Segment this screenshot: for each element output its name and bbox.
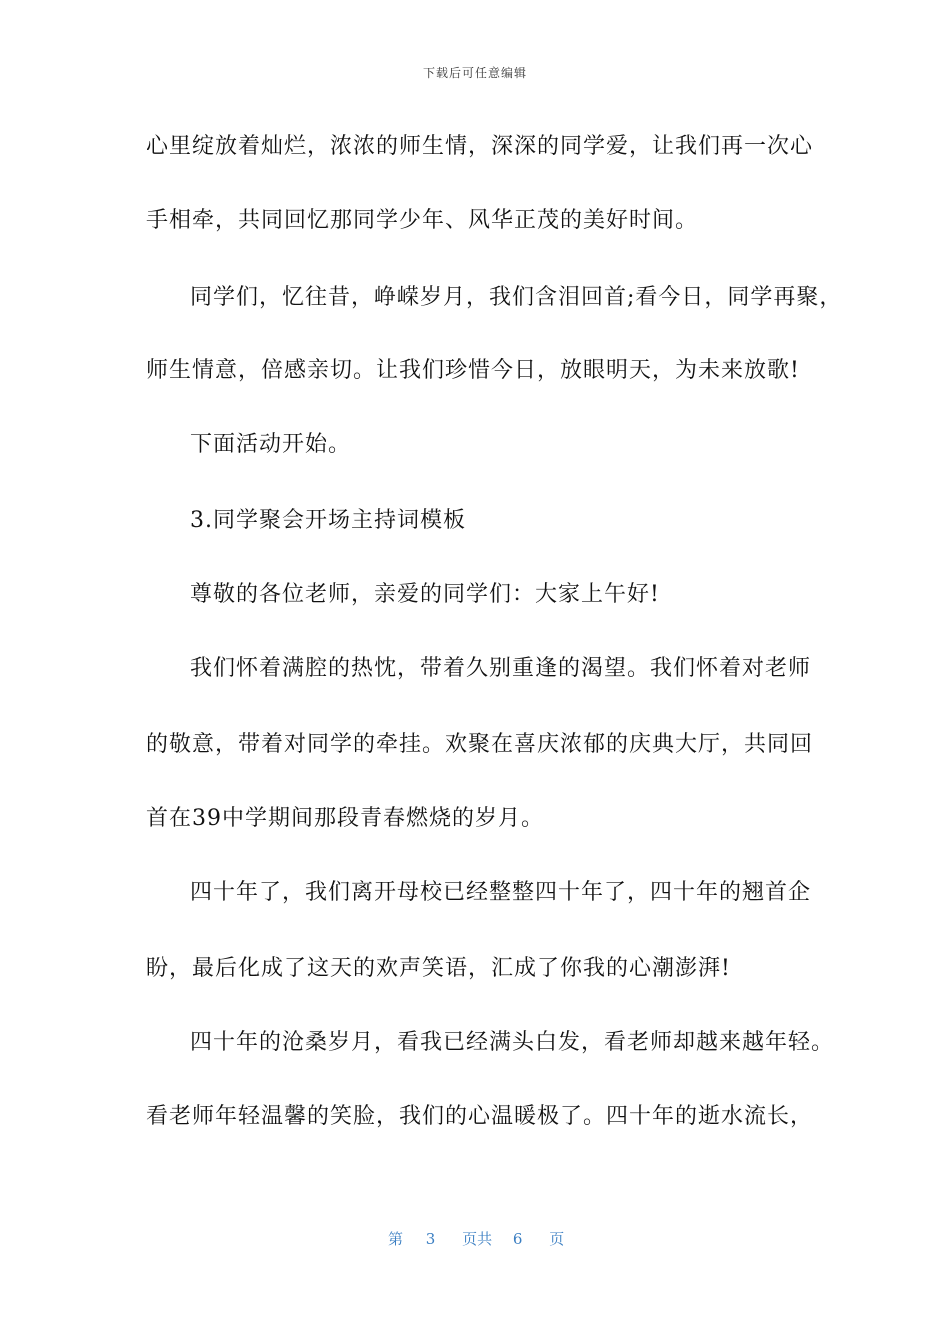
footer-suffix: 页 (549, 1230, 565, 1248)
current-page-number: 3 (425, 1230, 436, 1248)
paragraph-line: 尊敬的各位老师，亲爱的同学们：大家上午好! (190, 582, 660, 607)
paragraph-line: 我们怀着满腔的热忱，带着久别重逢的渴望。我们怀着对老师 (190, 656, 812, 681)
paragraph-line: 同学们，忆往昔，峥嵘岁月，我们含泪回首;看今日，同学再聚， (190, 285, 843, 310)
page-header-note: 下载后可任意编辑 (422, 66, 527, 80)
paragraph-line: 四十年了，我们离开母校已经整整四十年了，四十年的翘首企 (190, 880, 812, 905)
paragraph-line: 看老师年轻温馨的笑脸，我们的心温暖极了。四十年的逝水流长， (146, 1104, 814, 1129)
paragraph-line: 四十年的沧桑岁月，看我已经满头白发，看老师却越来越年轻。 (190, 1030, 835, 1055)
total-pages-number: 6 (512, 1230, 523, 1248)
page-number-footer (388, 1228, 564, 1249)
paragraph-line: 盼，最后化成了这天的欢声笑语，汇成了你我的心潮澎湃! (146, 956, 731, 981)
paragraph-line: 的敬意，带着对同学的牵挂。欢聚在喜庆浓郁的庆典大厅，共同回 (146, 732, 814, 757)
paragraph-line: 心里绽放着灿烂，浓浓的师生情，深深的同学爱，让我们再一次心 (146, 134, 814, 159)
paragraph-line: 下面活动开始。 (190, 432, 352, 457)
section-heading: 3.同学聚会开场主持词模板 (190, 508, 466, 533)
paragraph-line: 手相牵，共同回忆那同学少年、风华正茂的美好时间。 (146, 208, 699, 233)
footer-prefix: 第 (388, 1230, 404, 1248)
paragraph-line: 师生情意，倍感亲切。让我们珍惜今日，放眼明天，为未来放歌! (146, 358, 800, 383)
paragraph-line: 首在39中学期间那段青春燃烧的岁月。 (146, 806, 544, 831)
footer-middle: 页共 (462, 1230, 493, 1248)
